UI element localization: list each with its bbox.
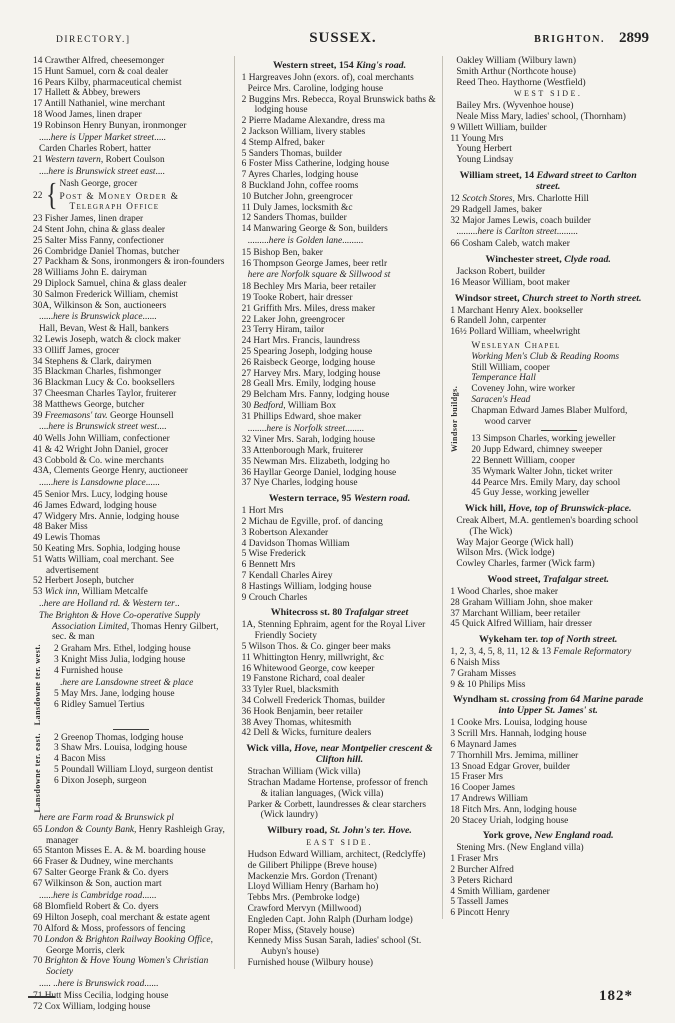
directory-entry: 6 Pincott Henry — [450, 908, 510, 919]
directory-entry: Hudson Edward William, architect, (Redclyffe) — [247, 850, 426, 860]
directory-entry: 7 Kendall Charles Airey — [241, 571, 333, 582]
directory-entry: Oakley William (Wilbury lawn) — [456, 56, 576, 66]
directory-entry: 5 Sanders Thomas, builder — [241, 148, 343, 159]
directory-entry: 30A, Wilkinson & Son, auctioneers — [33, 300, 167, 311]
directory-entry: 2 Graham Mrs. Ethel, lodging house — [54, 644, 191, 655]
directory-entry: 32 Lewis Joseph, watch & clock maker — [33, 334, 181, 345]
directory-entry: 15 Hunt Samuel, corn & coal dealer — [33, 66, 169, 77]
directory-entry: 37 Cheesman Charles Taylor, fruiterer — [33, 388, 177, 399]
directory-entry: 67 Salter George Frank & Co. dyers — [33, 867, 169, 878]
directory-entry: Smith Arthur (Northcote house) — [456, 66, 576, 77]
directory-entry: 7 Thornhill Mrs. Jemima, milliner — [450, 750, 579, 761]
directory-entry: 18 Wood James, linen draper — [33, 109, 142, 120]
directory-entry: 1 Marchant Henry Alex. bookseller — [450, 305, 583, 316]
directory-entry: Parker & Corbett, laundresses & clear starchers (Wick laundry) — [247, 799, 426, 821]
directory-entry-italic: Saracen's Head — [471, 394, 531, 405]
directory-entry: Crawford Mervyn (Millwood) — [247, 903, 362, 914]
street-crossref: here are Farm road & Brunswick pl — [39, 812, 174, 823]
directory-entry: 33 Olliff James, grocer — [33, 345, 120, 356]
directory-entry: Coveney John, wire worker — [471, 384, 575, 395]
directory-entry: 34 Stephens & Clark, dairymen — [33, 356, 152, 367]
directory-entry: 21 Western tavern, Robert Coulson — [33, 155, 165, 166]
street-crossref: ........here is Norfolk street........ — [247, 423, 364, 434]
directory-entry: 65 London & County Bank, Henry Rashleigh Gray, manager — [33, 824, 225, 846]
street-heading: Whitecross st. 80 Trafalgar street — [270, 607, 409, 619]
brace-lines — [58, 179, 229, 213]
directory-entry: Tebbs Mrs. (Pembroke lodge) — [247, 893, 360, 904]
directory-entry: 68 Blomfield Robert & Co. dyers — [33, 902, 159, 913]
street-crossref: here are Norfolk square & Sillwood st — [247, 270, 391, 281]
directory-entry: 5 May Mrs. Jane, lodging house — [54, 689, 175, 700]
directory-entry: 19 Fanstone Richard, coal dealer — [241, 674, 365, 685]
directory-entry: Strachan Madame Hortense, professor of french & italian languages, (Wick villa) — [247, 778, 428, 799]
street-heading: Wick villa, Hove, near Montpelier crescent & Clifton hill. — [246, 743, 433, 766]
directory-entry: 17 Hallett & Abbey, brewers — [33, 88, 141, 99]
directory-entry: 4 Davidson Thomas William — [241, 538, 350, 549]
street-crossref: ......here is Lansdowne place...... — [39, 478, 160, 489]
directory-entry: 8 Buckland John, coffee rooms — [241, 180, 359, 191]
directory-entry: 14 Crawther Alfred, cheesemonger — [33, 56, 165, 66]
directory-entry: 4 Smith William, gardener — [450, 886, 550, 897]
directory-entry: Nash George, grocer — [59, 178, 138, 189]
directory-entry: 37 Nye Charles, lodging house — [241, 478, 358, 489]
directory-entry: 31 Phillips Edward, shoe maker — [241, 411, 362, 422]
street-heading: Wood street, Trafalgar street. — [487, 574, 609, 586]
directory-entry: 12 Scotch Stores, Mrs. Charlotte Hill — [450, 193, 589, 204]
directory-entry: 33 Attenborough Mark, fruiterer — [241, 446, 363, 457]
directory-entry: 50 Keating Mrs. Sophia, lodging house — [33, 544, 181, 555]
directory-entry: Chapman Edward James Blaber Mulford, wood carver — [471, 405, 628, 427]
directory-entry: 9 Crouch Charles — [241, 592, 308, 603]
header-directory-label: DIRECTORY.] — [56, 35, 131, 45]
header-town-label: BRIGHTON. — [534, 34, 606, 45]
directory-entry: 41 & 42 Wright John Daniel, grocer — [33, 444, 169, 455]
directory-entry: 40 Wells John William, confectioner — [33, 434, 170, 445]
section-divider — [113, 729, 149, 730]
directory-entry: 53 Wick inn, William Metcalfe — [33, 587, 148, 598]
directory-entry: Carden Charles Robert, hatter — [39, 144, 151, 155]
directory-entry: 70 Brighton & Hove Young Women's Christian Society — [33, 956, 209, 978]
directory-entry: 30 Bedford, William Box — [241, 400, 337, 411]
directory-entry: Peirce Mrs. Caroline, lodging house — [247, 83, 384, 94]
directory-entry: 4 Bacon Miss — [54, 754, 106, 765]
directory-entry: 35 Blackman Charles, fishmonger — [33, 367, 162, 378]
grouped-entries — [450, 339, 646, 499]
directory-entry: 48 Baker Miss — [33, 522, 88, 533]
directory-entry: 38 Matthews George, butcher — [33, 399, 145, 410]
directory-entry: 44 Pearce Mrs. Emily Mary, day school — [471, 477, 621, 488]
directory-entry: 22 Laker John, greengrocer — [241, 314, 345, 325]
directory-entry: 9 Willett William, builder — [450, 122, 547, 133]
directory-entry: 2 Burcher Alfred — [450, 865, 514, 876]
directory-entry: 2 Pierre Madame Alexandre, dress ma — [241, 116, 385, 127]
directory-entry: Kennedy Miss Susan Sarah, ladies' school (St. Aubyn's house) — [247, 936, 422, 958]
directory-entry: 6 Dixon Joseph, surgeon — [54, 775, 147, 786]
directory-entry: 66 Cosham Caleb, watch maker — [450, 239, 570, 250]
directory-entry: 2 Greenop Thomas, lodging house — [54, 732, 184, 743]
directory-entry: 37 Marchant William, beer retailer — [450, 608, 581, 619]
side-subheading: WEST SIDE. — [513, 89, 583, 99]
directory-entry: 10 Butcher John, greengrocer — [241, 191, 353, 202]
directory-columns — [0, 54, 675, 1012]
street-heading: Wilbury road, St. John's ter. Hove. — [267, 825, 412, 837]
directory-entry: Roper Miss, (Stavely house) — [247, 925, 355, 936]
side-subheading: EAST SIDE. — [306, 838, 373, 848]
directory-entry: 6 Bennett Mrs — [241, 560, 296, 571]
directory-entry: 67 Wilkinson & Son, auction mart — [33, 878, 162, 889]
directory-entry: 11 Young Mrs — [450, 133, 504, 144]
directory-entry: The Brighton & Hove Co-operative Supply Association Limited, Thomas Henry Gilbert, sec. & man — [39, 610, 219, 643]
directory-entry: Young Herbert — [456, 144, 512, 155]
printer-rule — [28, 996, 55, 998]
directory-entry: 8 Hastings William, lodging house — [241, 581, 372, 592]
directory-entry: Bailey Mrs. (Wyvenhoe house) — [456, 101, 574, 112]
directory-entry: 26 Raisbeck George, lodging house — [241, 357, 376, 368]
directory-entry: Still William, cooper — [471, 362, 550, 373]
directory-entry: de Gilibert Philippe (Breve house) — [247, 860, 377, 871]
directory-entry: 1 Wood Charles, shoe maker — [450, 587, 558, 598]
directory-entry: 3 Peters Richard — [450, 875, 513, 886]
directory-entry: 5 Poundall William Lloyd, surgeon dentist — [54, 764, 214, 775]
street-crossref: ..here are Holland rd. & Western ter.. — [39, 599, 180, 610]
directory-entry: 20 Jupp Edward, chimney sweeper — [471, 445, 603, 456]
directory-entry: 45 Quick Alfred William, hair dresser — [450, 619, 592, 630]
directory-entry: 52 Herbert Joseph, butcher — [33, 576, 135, 587]
directory-entry: 28 Williams John E. dairyman — [33, 268, 147, 279]
directory-entry: 4 Stemp Alfred, baker — [241, 137, 325, 148]
street-heading: Wykeham ter. top of North street. — [479, 634, 618, 646]
directory-entry: 13 Simpson Charles, working jeweller — [471, 434, 616, 445]
directory-entry: 1 Hort Mrs — [241, 506, 284, 517]
directory-entry: 6 Randell John, carpenter — [450, 316, 547, 327]
directory-entry: Way Major George (Wick hall) — [456, 537, 574, 548]
directory-entry: 27 Packham & Sons, ironmongers & iron-founders — [33, 257, 225, 268]
street-heading: Windsor street, Church street to North street. — [454, 292, 642, 304]
directory-entry: 69 Hilton Joseph, coal merchant & estate agent — [33, 913, 211, 924]
street-crossref: .....here is Upper Market street..... — [39, 132, 166, 143]
group-entry-list — [471, 339, 646, 499]
directory-entry: Reed Theo. Haythorne (Westfield) — [456, 77, 586, 88]
directory-entry: 30 Salmon Frederick William, chemist — [33, 289, 178, 300]
directory-entry: 6 Maynard James — [450, 740, 517, 751]
street-heading: Winchester street, Clyde road. — [485, 253, 611, 265]
street-heading: Western terrace, 95 Western road. — [268, 493, 411, 505]
street-crossref: .........here is Carlton street......... — [456, 227, 578, 238]
directory-entry: 4 Furnished house — [54, 665, 123, 676]
directory-entry: 70 London & Brighton Railway Booking Office, George Morris, clerk — [33, 934, 213, 956]
directory-entry: 5 Wise Frederick — [241, 549, 306, 560]
page-title: SUSSEX. — [309, 30, 377, 46]
directory-entry: 35 Newman Mrs. Elizabeth, lodging ho — [241, 456, 390, 467]
directory-entry: 72 Cox William, lodging house — [33, 1001, 151, 1012]
directory-entry: 43A, Clements George Henry, auctioneer — [33, 466, 188, 477]
directory-entry: 5 Tassell James — [450, 897, 509, 908]
directory-entry: 2 Buggins Mrs. Rebecca, Royal Brunswick baths & lodging house — [241, 94, 436, 116]
directory-entry: Cowley Charles, farmer (Wick farm) — [456, 559, 595, 570]
directory-entry: 18 Fitch Mrs. Ann, lodging house — [450, 804, 577, 815]
street-heading: Wick hill, Hove, top of Brunswick-place. — [464, 503, 632, 515]
directory-entry: 2 Michau de Egville, prof. of dancing — [241, 517, 383, 528]
directory-entry: Hall, Bevan, West & Hall, bankers — [39, 324, 169, 335]
directory-entry: 25 Salter Miss Fanny, confectioner — [33, 235, 164, 246]
directory-entry: 19 Tooke Robert, hair dresser — [241, 292, 353, 303]
grouped-entries — [33, 733, 229, 812]
street-crossref: ......here is Cambridge road...... — [39, 890, 157, 901]
directory-entry: 29 Diplock Samuel, china & glass dealer — [33, 278, 187, 289]
directory-entry: 45 Senior Mrs. Lucy, lodging house — [33, 490, 168, 501]
header-place-and-page — [439, 30, 649, 47]
directory-entry: 25 Spearing Joseph, lodging house — [241, 346, 373, 357]
directory-entry: Engleden Capt. John Ralph (Durham lodge) — [247, 914, 413, 925]
directory-entry: 6 Foster Miss Catherine, lodging house — [241, 159, 390, 170]
directory-entry: Young Lindsay — [456, 155, 514, 166]
directory-entry: 6 Ridley Samuel Tertius — [54, 700, 145, 711]
street-heading: York grove, New England road. — [482, 830, 614, 842]
group-label-vertical: Lansdowne ter. west. — [33, 644, 42, 726]
institution-name: Post & Money Order & Telegraph Office — [59, 191, 180, 213]
directory-column-3 — [442, 56, 651, 919]
directory-entry: 33 Tyler Ruel, blacksmith — [241, 685, 339, 696]
directory-entry: 23 Terry Hiram, tailor — [241, 325, 325, 336]
directory-column-2 — [234, 56, 443, 969]
directory-entry: 14 Manwaring George & Son, builders — [241, 224, 388, 235]
group-entry-list — [54, 644, 229, 725]
directory-entry: 49 Lewis Thomas — [33, 533, 101, 544]
directory-entry: 15 Bishop Ben, baker — [241, 247, 323, 258]
directory-entry: Neale Miss Mary, ladies' school, (Thornham) — [456, 111, 626, 122]
directory-entry: 42 Dell & Wicks, furniture dealers — [241, 728, 372, 739]
directory-entry: 3 Robertson Alexander — [241, 527, 329, 538]
street-crossref: ..... ..here is Brunswick road...... — [39, 978, 159, 989]
directory-entry: 32 Viner Mrs. Sarah, lodging house — [241, 435, 376, 446]
directory-entry-italic: Temperance Hall — [471, 373, 536, 384]
directory-entry: 18 Bechley Mrs Maria, beer retailer — [241, 282, 376, 293]
directory-entry: 21 Griffith Mrs. Miles, dress maker — [241, 303, 376, 314]
page-header — [0, 0, 675, 54]
directory-entry: 16 Pears Kilby, pharmaceutical chemist — [33, 77, 182, 88]
directory-entry: Furnished house (Wilbury house) — [247, 957, 374, 968]
directory-entry: 16 Measor William, boot maker — [450, 277, 570, 288]
directory-entry: 28 Geall Mrs. Emily, lodging house — [241, 379, 376, 390]
directory-entry: 7 Ayres Charles, lodging house — [241, 170, 359, 181]
section-divider — [541, 430, 577, 431]
directory-entry: 16 Cooper James — [450, 783, 515, 794]
signature-mark: 182* — [599, 988, 633, 1004]
directory-entry-italic: Working Men's Club & Reading Rooms — [471, 351, 620, 362]
directory-entry: 3 Shaw Mrs. Louisa, lodging house — [54, 743, 188, 754]
directory-entry: 29 Radgell James, baker — [450, 204, 542, 215]
directory-entry: Mackenzie Mrs. Gordon (Trenant) — [247, 871, 377, 882]
directory-entry: 20 Stacey Uriah, lodging house — [450, 815, 569, 826]
directory-entry: Creak Albert, M.A. gentlemen's boarding school (The Wick) — [456, 516, 639, 537]
street-heading: William street, 14 Edward street to Carlton street. — [459, 169, 637, 192]
group-label-vertical: Lansdowne ter. east. — [33, 732, 42, 812]
directory-entry: 47 Widgery Mrs. Annie, lodging house — [33, 511, 180, 522]
group-label-vertical: Windsor buildgs. — [450, 385, 460, 453]
directory-entry: 6 Naish Miss — [450, 658, 500, 669]
directory-entry: 43 Cobbold & Co. wine merchants — [33, 455, 164, 466]
directory-entry: 1 Fraser Mrs — [450, 854, 499, 865]
directory-entry: 16 Thompson George James, beer retlr — [241, 258, 388, 269]
street-crossref: ....here is Brunswick street west.... — [39, 422, 167, 433]
directory-entry: 15 Fraser Mrs — [450, 772, 503, 783]
directory-entry: 1 Hargreaves John (exors. of), coal merchants — [241, 73, 414, 83]
directory-entry: 1A, Stenning Ephraim, agent for the Royal Liver Friendly Society — [241, 620, 426, 642]
directory-entry: 65 Stanton Misses E. A. & M. boarding house — [33, 846, 206, 857]
directory-entry: 29 Belcham Mrs. Fanny, lodging house — [241, 390, 390, 401]
brace-mark: { — [46, 179, 58, 213]
directory-entry: 23 Fisher James, linen draper — [33, 214, 144, 225]
post-office-brace-entry — [33, 179, 229, 213]
directory-entry: 51 Watts William, coal merchant. See advertisement — [33, 554, 174, 576]
directory-entry: 13 Snoad Edgar Grover, builder — [450, 761, 570, 772]
directory-entry: 32 Major James Lewis, coach builder — [450, 215, 591, 226]
directory-entry: 19 Robinson Henry Bunyan, ironmonger — [33, 120, 187, 131]
directory-entry: 24 Hart Mrs. Francis, laundress — [241, 336, 360, 347]
page-number: 2899 — [619, 30, 650, 46]
directory-entry: 1, 2, 3, 4, 5, 8, 11, 12 & 13 Female Reformatory — [450, 647, 632, 658]
directory-entry: 36 Blackman Lucy & Co. booksellers — [33, 378, 175, 389]
directory-entry: 7 Graham Misses — [450, 668, 516, 679]
street-crossref: ......here is Brunswick place...... — [39, 312, 157, 323]
directory-entry: 16½ Pollard William, wheelwright — [450, 327, 581, 338]
directory-entry: Lloyd William Henry (Barham ho) — [247, 882, 379, 893]
entry-number: 22 — [33, 190, 43, 201]
directory-entry: 34 Colwell Frederick Thomas, builder — [241, 696, 385, 707]
directory-entry: 26 Combridge Daniel Thomas, butcher — [33, 246, 180, 257]
street-crossref: ....here is Brunswick street east.... — [39, 166, 165, 177]
directory-entry: 12 Sanders Thomas, builder — [241, 213, 347, 224]
directory-entry: 70 Alford & Moss, professors of fencing — [33, 923, 186, 934]
directory-entry: 46 James Edward, lodging house — [33, 500, 157, 511]
directory-entry: Strachan William (Wick villa) — [247, 767, 361, 778]
street-crossref: .here are Lansdowne street & place — [60, 677, 194, 688]
directory-entry: 24 Stent John, china & glass dealer — [33, 224, 166, 235]
directory-entry: Stening Mrs. (New England villa) — [456, 843, 584, 854]
directory-entry: 38 Avey Thomas, whitesmith — [241, 717, 352, 728]
directory-entry: 3 Scrill Mrs. Hannah, lodging house — [450, 729, 587, 740]
directory-entry: 5 Wilson Thos. & Co. ginger beer maks — [241, 642, 391, 653]
directory-entry: Jackson Robert, builder — [456, 266, 546, 277]
directory-entry: 11 Duly James, locksmith &c — [241, 202, 353, 213]
directory-entry: 28 Graham William John, shoe maker — [450, 597, 593, 608]
directory-column-1 — [30, 56, 234, 1012]
directory-entry: 9 & 10 Philips Miss — [450, 679, 526, 690]
street-crossref: .........here is Golden lane......... — [247, 235, 364, 246]
directory-entry: 22 Bennett William, cooper — [471, 455, 575, 466]
directory-entry: 66 Fraser & Dudney, wine merchants — [33, 857, 173, 868]
street-heading: Wyndham st. crossing from 64 Marine parade into Upper St. James' st. — [453, 694, 644, 717]
directory-entry: 17 Andrews William — [450, 794, 528, 805]
institution-name: Wesleyan Chapel — [471, 340, 561, 351]
directory-entry: 39 Freemasons' tav. George Hounsell — [33, 410, 174, 421]
directory-entry: 3 Knight Miss Julia, lodging house — [54, 655, 186, 666]
directory-entry: 17 Antill Nathaniel, wine merchant — [33, 99, 165, 110]
directory-entry: 2 Jackson William, livery stables — [241, 126, 366, 137]
directory-entry: 35 Wymark Walter John, ticket writer — [471, 466, 613, 477]
directory-entry: 45 Guy Jesse, working jeweller — [471, 488, 590, 499]
group-entry-list — [54, 733, 229, 812]
directory-entry: 16 Whitewood George, cow keeper — [241, 663, 375, 674]
directory-entry: 11 Whittington Henry, millwright, &c — [241, 652, 384, 663]
directory-entry: 36 Hayllar George Daniel, lodging house — [241, 467, 397, 478]
directory-entry: 36 Hook Benjamin, beer retailer — [241, 706, 363, 717]
directory-entry: Wilson Mrs. (Wick lodge) — [456, 548, 555, 559]
directory-entry: 71 Hutt Miss Cecilia, lodging house — [33, 990, 169, 1001]
grouped-entries — [33, 644, 229, 725]
directory-entry: 1 Cooke Mrs. Louisa, lodging house — [450, 718, 588, 729]
directory-entry: 27 Harvey Mrs. Mary, lodging house — [241, 368, 381, 379]
street-heading: Western street, 154 King's road. — [272, 60, 407, 71]
